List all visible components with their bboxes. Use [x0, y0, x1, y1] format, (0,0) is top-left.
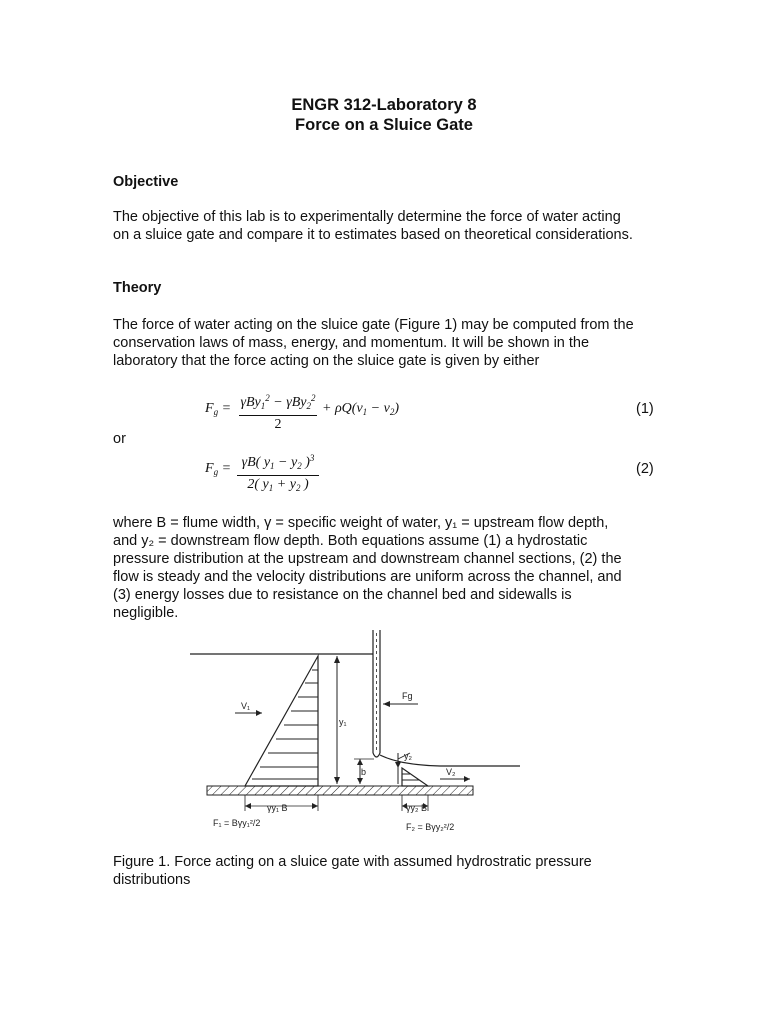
- definitions-line-2: and y₂ = downstream flow depth. Both equations assume (1) a hydrostatic: [113, 533, 588, 549]
- equation-2-number: (2): [636, 461, 654, 477]
- label-y1: y₁: [339, 717, 347, 727]
- sluice-gate: [373, 630, 380, 757]
- label-v2: V₂: [446, 767, 456, 777]
- title-line-1: ENGR 312-Laboratory 8: [291, 96, 477, 114]
- upstream-pressure-triangle: [245, 656, 318, 786]
- label-v1: V₁: [241, 701, 251, 711]
- label-f1: F₁ = Bγy₁²/2: [213, 818, 261, 828]
- theory-paragraph: [113, 316, 673, 370]
- equation-1-number: (1): [636, 401, 654, 417]
- definitions-line-4: flow is steady and the velocity distributions are uniform across the channel, and: [113, 569, 622, 585]
- caption-line-2: distributions: [113, 872, 191, 888]
- definitions-line-5: (3) energy losses due to resistance on the channel bed and sidewalls is: [113, 587, 572, 603]
- theory-line-2: conservation laws of mass, energy, and momentum. It will be shown in the: [113, 335, 590, 351]
- objective-line-2: on a sluice gate and compare it to estimates based on theoretical considerations.: [113, 227, 633, 243]
- theory-heading: Theory: [113, 280, 162, 296]
- theory-line-3: laboratory that the force acting on the sluice gate is given by either: [113, 353, 540, 369]
- or-text: or: [113, 431, 126, 447]
- label-gy2b: γy₂ B: [406, 803, 427, 813]
- caption-line-1: Figure 1. Force acting on a sluice gate with assumed hydrostratic pressure: [113, 854, 592, 870]
- objective-heading: Objective: [113, 174, 179, 190]
- label-gy1b: γy₁ B: [267, 803, 288, 813]
- label-b: b: [361, 767, 367, 777]
- label-y2: y₂: [404, 751, 412, 761]
- sluice-gate-figure: [0, 625, 768, 845]
- channel-bed: [207, 786, 473, 795]
- theory-line-1: The force of water acting on the sluice gate (Figure 1) may be computed from the: [113, 317, 634, 333]
- figure-caption: [113, 853, 673, 889]
- definitions-paragraph: [113, 514, 673, 622]
- downstream-pressure-triangle: [402, 768, 428, 786]
- downstream-water-surface: [380, 755, 520, 766]
- objective-line-1: The objective of this lab is to experimentally determine the force of water acting: [113, 209, 621, 225]
- definitions-line-1: where B = flume width, γ = specific weight of water, y₁ = upstream flow depth,: [113, 515, 609, 531]
- title-line-2: Force on a Sluice Gate: [295, 116, 473, 134]
- objective-paragraph: [113, 208, 673, 244]
- label-f2: F₂ = Bγy₂²/2: [406, 822, 455, 832]
- label-fg: Fg: [402, 691, 413, 701]
- definitions-line-6: negligible.: [113, 605, 179, 621]
- document-title: [0, 95, 768, 135]
- definitions-line-3: pressure distribution at the upstream and downstream channel sections, (2) the: [113, 551, 622, 567]
